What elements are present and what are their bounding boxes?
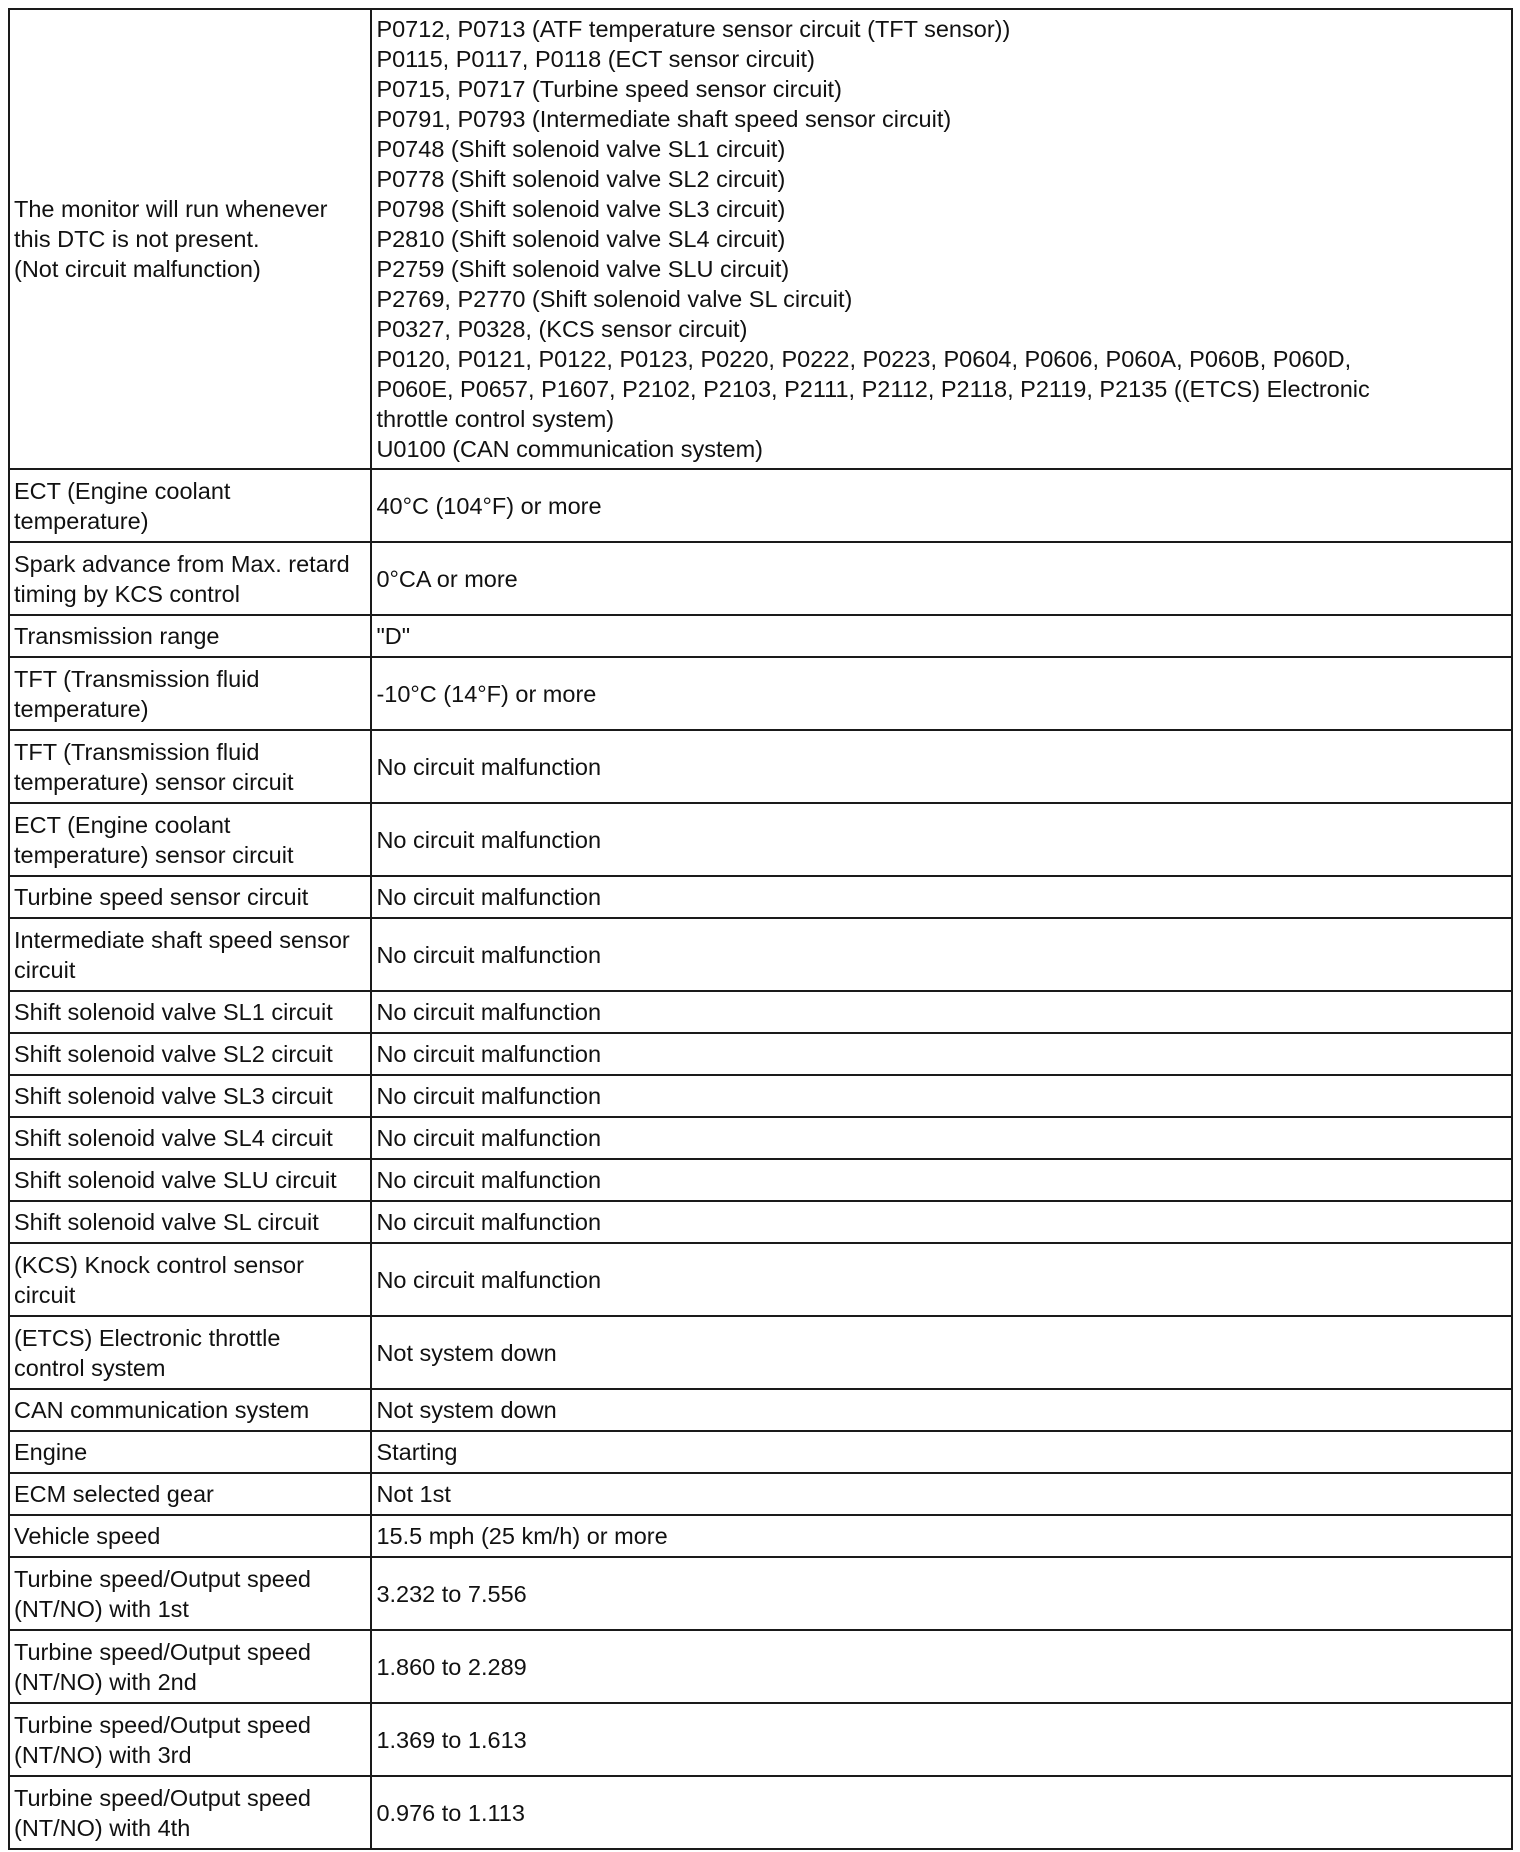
condition-cell: ECM selected gear xyxy=(9,1473,371,1515)
table-row xyxy=(9,918,1512,991)
condition-cell: TFT (Transmission fluid temperature) sensor circuit xyxy=(9,730,371,803)
table-row xyxy=(9,1473,1512,1515)
table-row-dtc-list xyxy=(9,9,1512,469)
dtc-line: P2769, P2770 (Shift solenoid valve SL circuit) xyxy=(376,286,853,312)
table-row xyxy=(9,1117,1512,1159)
value-cell: 3.232 to 7.556 xyxy=(371,1557,1512,1630)
value-cell: No circuit malfunction xyxy=(371,1075,1512,1117)
dtc-line: P0791, P0793 (Intermediate shaft speed sensor circuit) xyxy=(376,106,952,132)
condition-cell: Shift solenoid valve SL circuit xyxy=(9,1201,371,1243)
dtc-line: P0327, P0328, (KCS sensor circuit) xyxy=(376,316,748,342)
monitor-conditions-table xyxy=(8,8,1513,1850)
condition-cell: ECT (Engine coolant temperature) sensor circuit xyxy=(9,803,371,876)
dtc-line: P0798 (Shift solenoid valve SL3 circuit) xyxy=(376,196,786,222)
dtc-line: P0120, P0121, P0122, P0123, P0220, P0222, P0223, P0604, P0606, P060A, P060B, P060D, xyxy=(376,346,1352,372)
table-row xyxy=(9,803,1512,876)
condition-cell: Turbine speed/Output speed (NT/NO) with 4th xyxy=(9,1776,371,1849)
condition-cell: Shift solenoid valve SL3 circuit xyxy=(9,1075,371,1117)
condition-cell: Engine xyxy=(9,1431,371,1473)
value-cell: 1.860 to 2.289 xyxy=(371,1630,1512,1703)
table-row xyxy=(9,876,1512,918)
dtc-line: P060E, P0657, P1607, P2102, P2103, P2111, P2112, P2118, P2119, P2135 ((ETCS) Electronic xyxy=(376,376,1370,402)
value-cell: 40°C (104°F) or more xyxy=(371,469,1512,542)
value-cell: No circuit malfunction xyxy=(371,991,1512,1033)
dtc-line: P0712, P0713 (ATF temperature sensor circuit (TFT sensor)) xyxy=(376,16,1011,42)
value-cell: No circuit malfunction xyxy=(371,1243,1512,1316)
value-cell: No circuit malfunction xyxy=(371,1033,1512,1075)
condition-cell: Shift solenoid valve SL2 circuit xyxy=(9,1033,371,1075)
value-cell: Not system down xyxy=(371,1316,1512,1389)
condition-cell: Vehicle speed xyxy=(9,1515,371,1557)
table-row xyxy=(9,1316,1512,1389)
table-row xyxy=(9,615,1512,657)
condition-cell: Turbine speed/Output speed (NT/NO) with 1st xyxy=(9,1557,371,1630)
condition-cell: Shift solenoid valve SL4 circuit xyxy=(9,1117,371,1159)
value-cell: No circuit malfunction xyxy=(371,876,1512,918)
table-row xyxy=(9,1201,1512,1243)
value-cell: No circuit malfunction xyxy=(371,1159,1512,1201)
condition-cell: TFT (Transmission fluid temperature) xyxy=(9,657,371,730)
table-row xyxy=(9,1703,1512,1776)
value-cell: Not system down xyxy=(371,1389,1512,1431)
table-row xyxy=(9,1075,1512,1117)
table-row xyxy=(9,1515,1512,1557)
table-row xyxy=(9,991,1512,1033)
dtc-line: U0100 (CAN communication system) xyxy=(376,436,764,462)
table-row xyxy=(9,1431,1512,1473)
value-cell: 0.976 to 1.113 xyxy=(371,1776,1512,1849)
value-cell: No circuit malfunction xyxy=(371,918,1512,991)
table-row xyxy=(9,1776,1512,1849)
condition-cell: Intermediate shaft speed sensor circuit xyxy=(9,918,371,991)
dtc-line: P2759 (Shift solenoid valve SLU circuit) xyxy=(376,256,790,282)
dtc-list-cell xyxy=(371,9,1512,469)
table-row xyxy=(9,657,1512,730)
table-row xyxy=(9,1159,1512,1201)
condition-cell: Spark advance from Max. retard timing by KCS control xyxy=(9,542,371,615)
value-cell: -10°C (14°F) or more xyxy=(371,657,1512,730)
condition-cell: The monitor will run whenever this DTC is not present. (Not circuit malfunction) xyxy=(9,9,371,469)
condition-cell: Turbine speed sensor circuit xyxy=(9,876,371,918)
value-cell: 15.5 mph (25 km/h) or more xyxy=(371,1515,1512,1557)
condition-cell: Turbine speed/Output speed (NT/NO) with 2nd xyxy=(9,1630,371,1703)
table-row xyxy=(9,1557,1512,1630)
value-cell: 1.369 to 1.613 xyxy=(371,1703,1512,1776)
dtc-line: P2810 (Shift solenoid valve SL4 circuit) xyxy=(376,226,786,252)
table-row xyxy=(9,1243,1512,1316)
value-cell: No circuit malfunction xyxy=(371,1117,1512,1159)
value-cell: No circuit malfunction xyxy=(371,803,1512,876)
dtc-line: throttle control system) xyxy=(376,406,615,432)
table-row xyxy=(9,730,1512,803)
table-row xyxy=(9,469,1512,542)
table-row xyxy=(9,1630,1512,1703)
value-cell: Not 1st xyxy=(371,1473,1512,1515)
condition-cell: CAN communication system xyxy=(9,1389,371,1431)
condition-cell: ECT (Engine coolant temperature) xyxy=(9,469,371,542)
condition-cell: (KCS) Knock control sensor circuit xyxy=(9,1243,371,1316)
value-cell: "D" xyxy=(371,615,1512,657)
value-cell: 0°CA or more xyxy=(371,542,1512,615)
value-cell: No circuit malfunction xyxy=(371,730,1512,803)
dtc-line: P0715, P0717 (Turbine speed sensor circuit) xyxy=(376,76,842,102)
table-row xyxy=(9,1033,1512,1075)
condition-cell: Shift solenoid valve SL1 circuit xyxy=(9,991,371,1033)
dtc-line: P0778 (Shift solenoid valve SL2 circuit) xyxy=(376,166,786,192)
value-cell: Starting xyxy=(371,1431,1512,1473)
table-row xyxy=(9,1389,1512,1431)
condition-cell: Transmission range xyxy=(9,615,371,657)
table-row xyxy=(9,542,1512,615)
value-cell: No circuit malfunction xyxy=(371,1201,1512,1243)
dtc-line: P0115, P0117, P0118 (ECT sensor circuit) xyxy=(376,46,815,72)
condition-cell: Turbine speed/Output speed (NT/NO) with 3rd xyxy=(9,1703,371,1776)
dtc-line: P0748 (Shift solenoid valve SL1 circuit) xyxy=(376,136,786,162)
condition-cell: Shift solenoid valve SLU circuit xyxy=(9,1159,371,1201)
condition-cell: (ETCS) Electronic throttle control system xyxy=(9,1316,371,1389)
